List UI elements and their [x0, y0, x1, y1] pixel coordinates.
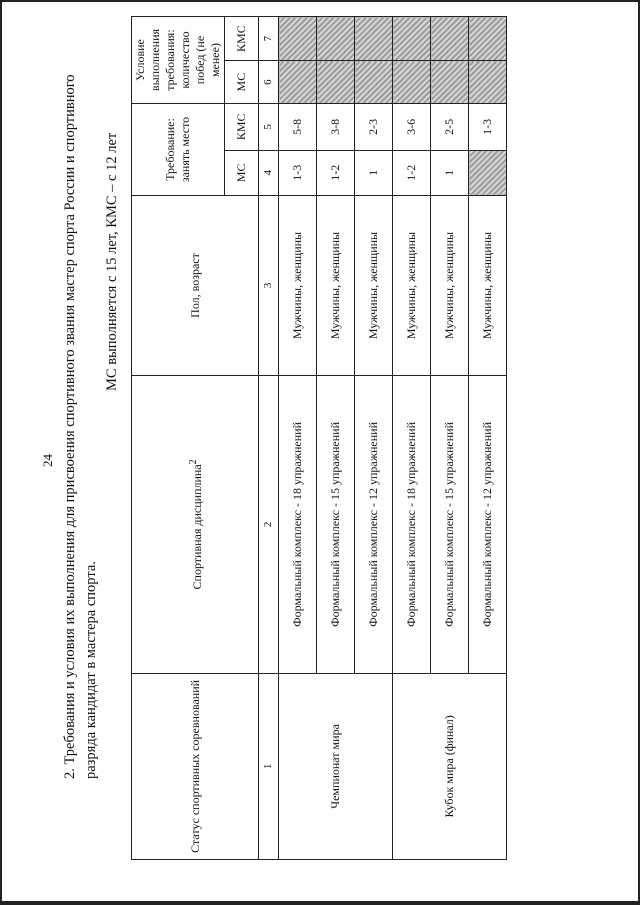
section-heading [60, 9, 102, 779]
table-row [279, 17, 317, 860]
hatched-cell [279, 61, 317, 104]
hatched-cell [469, 150, 507, 195]
kms-place-cell: 5-8 [279, 104, 317, 151]
header-status: Статус спортивных соревнований [132, 673, 259, 859]
ms-place-cell: 1-2 [393, 150, 431, 195]
hatched-cell [469, 61, 507, 104]
column-number: 2 [259, 376, 279, 674]
column-number: 3 [259, 195, 279, 375]
header-kms-place: КМС [225, 104, 259, 151]
column-number: 1 [259, 673, 279, 859]
hatched-cell [431, 61, 469, 104]
status-cell-world-cup-final: Кубок мира (финал) [393, 673, 507, 859]
kms-place-cell: 3-6 [393, 104, 431, 151]
header-discipline-text: Спортивная дисциплина [189, 464, 204, 590]
hatched-cell [431, 17, 469, 61]
discipline-cell: Формальный комплекс - 15 упражнений [431, 376, 469, 674]
header-kms-wins: КМС [225, 17, 259, 61]
discipline-cell: Формальный комплекс - 15 упражнений [317, 376, 355, 674]
hatched-cell [317, 61, 355, 104]
age-requirement-note: МС выполняется с 15 лет, КМС – с 12 лет [104, 132, 120, 391]
header-place-requirement: Требование: занять место [132, 104, 225, 196]
requirements-table [131, 16, 507, 860]
discipline-cell: Формальный комплекс - 18 упражнений [279, 376, 317, 674]
discipline-cell: Формальный комплекс - 18 упражнений [393, 376, 431, 674]
hatched-cell [317, 17, 355, 61]
column-number: 7 [259, 17, 279, 61]
sex-cell: Мужчины, женщины [279, 195, 317, 375]
heading-line-1: 2. Требования и условия их выполнения для присвоения спортивного звания мастер спорта России и спортивного [62, 74, 78, 779]
hatched-cell [355, 17, 393, 61]
header-discipline-footnote: 2 [187, 459, 199, 465]
column-number: 4 [259, 150, 279, 195]
table-row [393, 17, 431, 860]
kms-place-cell: 2-3 [355, 104, 393, 151]
sex-cell: Мужчины, женщины [431, 195, 469, 375]
ms-place-cell: 1-2 [317, 150, 355, 195]
header-sex-age: Пол, возраст [132, 195, 259, 375]
header-ms-place: МС [225, 150, 259, 195]
column-number: 6 [259, 61, 279, 104]
heading-line-2: разряда кандидат в мастера спорта. [83, 561, 99, 779]
discipline-cell: Формальный комплекс - 12 упражнений [469, 376, 507, 674]
sex-cell: Мужчины, женщины [317, 195, 355, 375]
header-ms-wins: МС [225, 61, 259, 104]
hatched-cell [355, 61, 393, 104]
hatched-cell [279, 17, 317, 61]
kms-place-cell: 2-5 [431, 104, 469, 151]
status-cell-world-championship: Чемпионат мира [279, 673, 393, 859]
header-win-condition: Условие выполнения требования: количество побед (не менее) [132, 17, 225, 104]
header-discipline [132, 376, 259, 674]
hatched-cell [393, 17, 431, 61]
kms-place-cell: 3-8 [317, 104, 355, 151]
ms-place-cell: 1-3 [279, 150, 317, 195]
column-number: 5 [259, 104, 279, 151]
kms-place-cell: 1-3 [469, 104, 507, 151]
sex-cell: Мужчины, женщины [469, 195, 507, 375]
sex-cell: Мужчины, женщины [393, 195, 431, 375]
page-number: 24 [40, 454, 55, 467]
discipline-cell: Формальный комплекс - 12 упражнений [355, 376, 393, 674]
hatched-cell [393, 61, 431, 104]
ms-place-cell: 1 [355, 150, 393, 195]
ms-place-cell: 1 [431, 150, 469, 195]
hatched-cell [469, 17, 507, 61]
sex-cell: Мужчины, женщины [355, 195, 393, 375]
